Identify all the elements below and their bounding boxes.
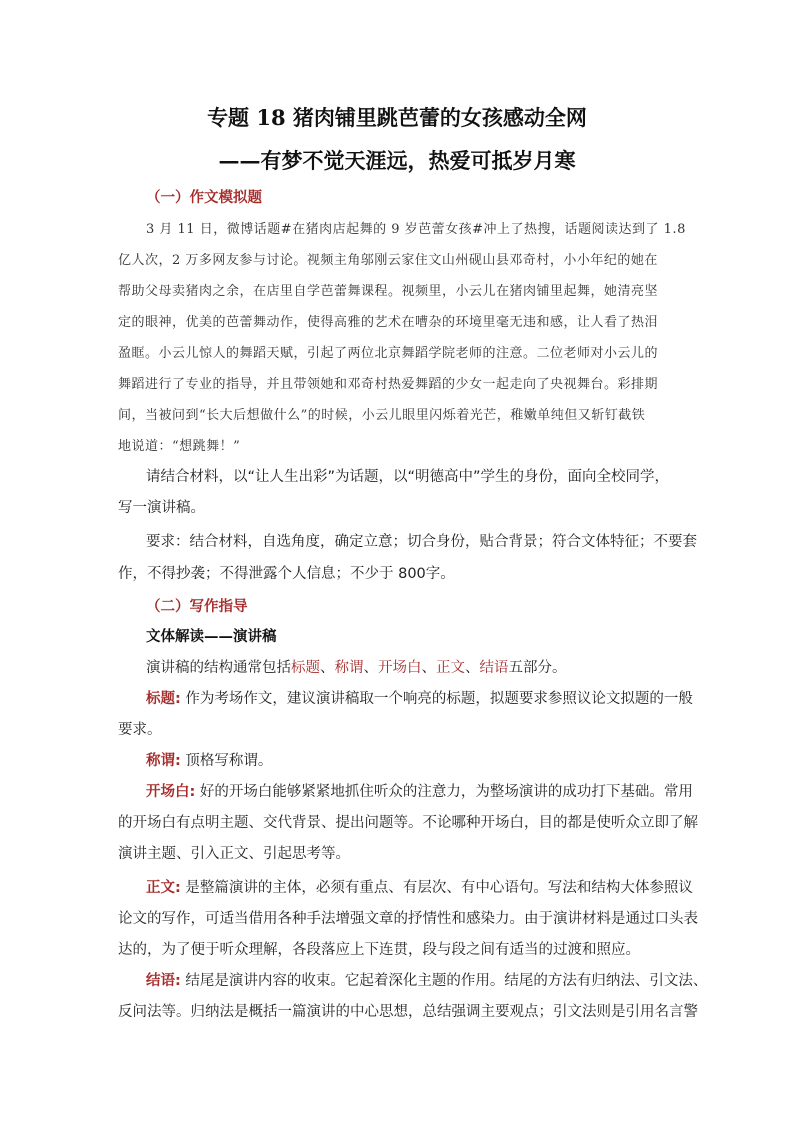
conclusion-part-text: 结尾是演讲内容的收束。它起着深化主题的作用。结尾的方法有归纳法、引文法、 (180, 973, 708, 989)
document-subtitle: ——有梦不觉天涯远，热爱可抵岁月寒 (218, 148, 576, 173)
title-part-line: 要求。 (118, 722, 162, 738)
part-conclusion-ref: 结语 (479, 660, 509, 676)
body-part-line: 论文的写作，可适当借用各种手法增强文章的抒情性和感染力。由于演讲材料是通过口头表 (118, 911, 698, 927)
material-line: 亿人次，2 万多网友参与讨论。视频主角邬刚云家住文山州砚山县邓奇村，小小年纪的她在 (118, 253, 658, 268)
opening-part-text: 好的开场白能够紧紧地抓住听众的注意力，为整场演讲的成功打下基础。常用 (195, 784, 693, 800)
salutation-part-line (146, 749, 272, 770)
genre-subheading: 文体解读——演讲稿 (146, 629, 277, 645)
material-line: 定的眼神，优美的芭蕾舞动作，使得高雅的艺术在嘈杂的环境里毫无违和感，让人看了热泪 (118, 315, 659, 330)
requirement-line: 要求：结合材料，自选角度，确定立意；切合身份，贴合背景；符合文体特征；不要套 (146, 534, 697, 550)
section-heading-2: （二）写作指导 (146, 599, 248, 615)
part-title-ref: 标题 (291, 660, 320, 676)
conclusion-part-label: 结语: (146, 973, 181, 989)
prompt-line: 请结合材料，以“让人生出彩”为话题，以“明德高中”学生的身份，面向全校同学， (146, 469, 670, 485)
title-part-label: 标题: (146, 691, 181, 707)
material-line: 盈眶。小云儿惊人的舞蹈天赋，引起了两位北京舞蹈学院老师的注意。二位老师对小云儿的 (118, 346, 659, 361)
opening-part-line: 演讲主题、引入正文、引起思考等。 (118, 846, 350, 862)
structure-prefix: 演讲稿的结构通常包括 (146, 660, 291, 676)
structure-suffix: 五部分。 (508, 660, 567, 676)
body-part-line: 达的，为了便于听众理解，各段落应上下连贯，段与段之间有适当的过渡和照应。 (118, 942, 640, 958)
separator: 、 (320, 660, 335, 676)
prompt-line: 写一演讲稿。 (118, 500, 205, 516)
body-part-label: 正文: (146, 880, 181, 896)
part-salutation-ref: 称谓 (334, 660, 364, 676)
salutation-part-text: 顶格写称谓。 (180, 753, 273, 769)
body-part-line (146, 876, 693, 897)
material-line: 舞蹈进行了专业的指导，并且带领她和邓奇村热爱舞蹈的少女一起走向了央视舞台。彩排期 (118, 377, 659, 392)
separator: 、 (363, 660, 378, 676)
separator: 、 (421, 660, 436, 676)
part-body-ref: 正文 (436, 660, 465, 676)
separator: 、 (465, 660, 480, 676)
opening-part-line: 的开场白有点明主题、交代背景、提出问题等。不论哪种开场白，目的都是使听众立即了解 (118, 815, 698, 831)
material-line: 帮助父母卖猪肉之余，在店里自学芭蕾舞课程。视频里，小云儿在猪肉铺里起舞，她清亮坚 (118, 284, 659, 299)
document-title: 专题 18 猪肉铺里跳芭蕾的女孩感动全网 (207, 105, 587, 130)
opening-part-label: 开场白: (146, 784, 196, 800)
title-part-line (146, 687, 693, 708)
material-line: 地说道：“想跳舞！” (118, 439, 241, 454)
conclusion-part-line: 反问法等。归纳法是概括一篇演讲的中心思想，总结强调主要观点；引文法则是引用名言警 (118, 1004, 698, 1020)
title-part-text: 作为考场作文，建议演讲稿取一个响亮的标题，拟题要求参照议论文拟题的一般 (180, 691, 693, 707)
body-part-text: 是整篇演讲的主体，必须有重点、有层次、有中心语句。写法和结构大体参照议 (180, 880, 693, 896)
section-heading-1: （一）作文模拟题 (146, 190, 262, 206)
conclusion-part-line (146, 969, 707, 990)
material-line: 3 月 11 日，微博话题#在猪肉店起舞的 9 岁芭蕾女孩#冲上了热搜，话题阅读达到了 1.8 (146, 222, 686, 237)
requirement-line: 作，不得抄袭；不得泄露个人信息；不少于 800字。 (118, 566, 455, 582)
material-line: 间，当被问到“长大后想做什么”的时候，小云儿眼里闪烁着光芒，稚嫩单纯但又斩钉截铁 (118, 408, 646, 423)
part-opening-ref: 开场白 (378, 660, 422, 676)
opening-part-line (146, 780, 693, 801)
structure-line (146, 656, 567, 677)
salutation-part-label: 称谓: (146, 753, 181, 769)
